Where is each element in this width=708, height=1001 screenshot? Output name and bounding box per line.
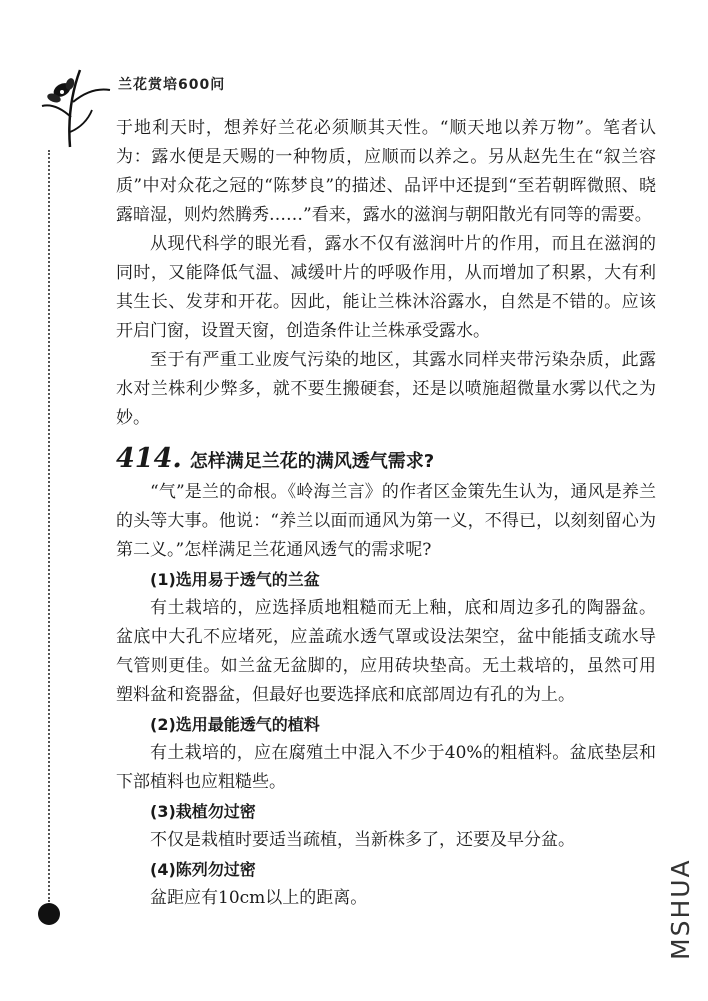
item-heading: (1)选用易于透气的兰盆 xyxy=(150,570,320,589)
question-number: 414. xyxy=(116,443,182,474)
intro-paragraph: “气”是兰的命根。《岭海兰言》的作者区金策先生认为，通风是养兰的头等大事。他说：“养兰以面而通风为第一义，不得已，以刻刻留心为第二义。”怎样满足兰花通风透气的需求呢? xyxy=(116,482,656,560)
watermark: MSHUA xyxy=(666,858,695,960)
question-title: 怎样满足兰花的满风透气需求? xyxy=(189,451,435,472)
page-body xyxy=(116,114,656,913)
item-body: 有土栽培的，应在腐殖土中混入不少于40%的粗植料。盆底垫层和下部植料也应粗糙些。 xyxy=(116,743,656,792)
question-heading xyxy=(116,443,656,474)
body-paragraph: 从现代科学的眼光看，露水不仅有滋润叶片的作用，而且在滋润的同时，又能降低气温、减缓叶片的呼吸作用，从而增加了积累，大有利其生长、发芽和开花。因此，能让兰株沐浴露水，自然是不错的。应该开启门窗，设置天窗，创造条件让兰株承受露水。 xyxy=(116,234,656,341)
item-body: 有土栽培的，应选择质地粗糙而无上釉，底和周边多孔的陶器盆。盆底中大孔不应堵死，应盖疏水透气罩或设法架空，盆中能插支疏水导气管则更佳。如兰盆无盆脚的，应用砖块垫高。无土栽培的，虽然可用塑料盆和瓷器盆，但最好也要选择底和底部周边有孔的为上。 xyxy=(116,598,656,705)
body-paragraph: 至于有严重工业废气污染的地区，其露水同样夹带污染杂质，此露水对兰株利少弊多，就不要生搬硬套，还是以喷施超微量水雾以代之为妙。 xyxy=(116,350,656,428)
item-heading: (2)选用最能透气的植料 xyxy=(150,715,320,734)
item-heading: (4)陈列勿过密 xyxy=(150,860,256,879)
item-body: 盆距应有10cm以上的距离。 xyxy=(150,888,368,908)
orchid-logo-icon xyxy=(40,62,112,152)
body-paragraph: 于地利天时，想养好兰花必须顺其天性。“顺天地以养万物”。笔者认为：露水便是天赐的一种物质，应顺而以养之。另从赵先生在“叙兰容质”中对众花之冠的“陈梦良”的描述、品评中还提到“至若朝晖微照、晓露暗湿，则灼然腾秀……”看来，露水的滋润与朝阳散光有同等的需要。 xyxy=(116,118,656,225)
margin-bullet-dot xyxy=(38,903,60,925)
item-heading: (3)栽植勿过密 xyxy=(150,802,256,821)
margin-dotted-line xyxy=(48,150,50,902)
header-title: 兰花赏培600问 xyxy=(118,77,226,93)
item-body: 不仅是栽植时要适当疏植，当新株多了，还要及早分盆。 xyxy=(150,830,575,850)
